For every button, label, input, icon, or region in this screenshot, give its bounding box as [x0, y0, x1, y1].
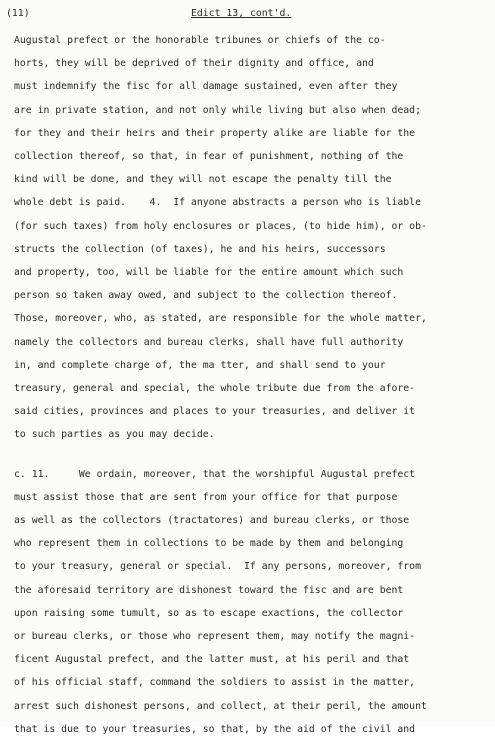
text-line: must assist those that are sent from your office for that purpose: [14, 492, 398, 503]
text-line: Augustal prefect or the honorable tribunes or chiefs of the co-: [14, 35, 386, 46]
text-line: kind will be done, and they will not escape the penalty till the: [14, 174, 392, 185]
text-line: person so taken away owed, and subject to the collection thereof.: [14, 290, 398, 301]
page-number: (11): [6, 8, 30, 19]
text-line: said cities, provinces and places to your treasuries, and deliver it: [14, 406, 416, 417]
text-line: c. 11. We ordain, moreover, that the worshipful Augustal prefect: [14, 469, 416, 480]
text-line: that is due to your treasuries, so that, by the aid of the civil and: [14, 724, 416, 735]
text-line: namely the collectors and bureau clerks, shall have full authority: [14, 337, 404, 348]
text-line: to such parties as you may decide.: [14, 429, 215, 440]
text-line: must indemnify the fisc for all damage sustained, even after they: [14, 81, 398, 92]
text-line: upon raising some tumult, so as to escape exactions, the collector: [14, 608, 404, 619]
text-line: arrest such dishonest persons, and collect, at their peril, the amount: [14, 701, 427, 712]
text-line: or bureau clerks, or those who represent them, may notify the magni-: [14, 631, 416, 642]
text-line: to your treasury, general or special. If any persons, moreover, from: [14, 561, 421, 572]
text-line: ficent Augustal prefect, and the latter must, at his peril and that: [14, 654, 410, 665]
text-line: the aforesaid territory are dishonest toward the fisc and are bent: [14, 585, 404, 596]
text-line: structs the collection (of taxes), he and his heirs, successors: [14, 244, 386, 255]
text-line: of his official staff, command the soldiers to assist in the matter,: [14, 677, 416, 688]
text-line: in, and complete charge of, the ma tter, and shall send to your: [14, 360, 386, 371]
text-line: collection thereof, so that, in fear of punishment, nothing of the: [14, 151, 404, 162]
text-line: horts, they will be deprived of their dignity and office, and: [14, 58, 374, 69]
text-line: are in private station, and not only while living but also when dead;: [14, 105, 421, 116]
text-line: as well as the collectors (tractatores) and bureau clerks, or those: [14, 515, 410, 526]
text-line: whole debt is paid. 4. If anyone abstracts a person who is liable: [14, 197, 421, 208]
text-line: Those, moreover, who, as stated, are responsible for the whole matter,: [14, 313, 427, 324]
text-line: (for such taxes) from holy enclosures or places, (to hide him), or ob-: [14, 221, 427, 232]
text-line: who represent them in collections to be made by them and belonging: [14, 538, 404, 549]
text-line: treasury, general and special, the whole tribute due from the afore-: [14, 383, 416, 394]
running-title: Edict 13, cont'd.: [191, 8, 292, 19]
text-line: and property, too, will be liable for the entire amount which such: [14, 267, 404, 278]
page-header: [6, 8, 486, 22]
text-line: for they and their heirs and their property alike are liable for the: [14, 128, 416, 139]
